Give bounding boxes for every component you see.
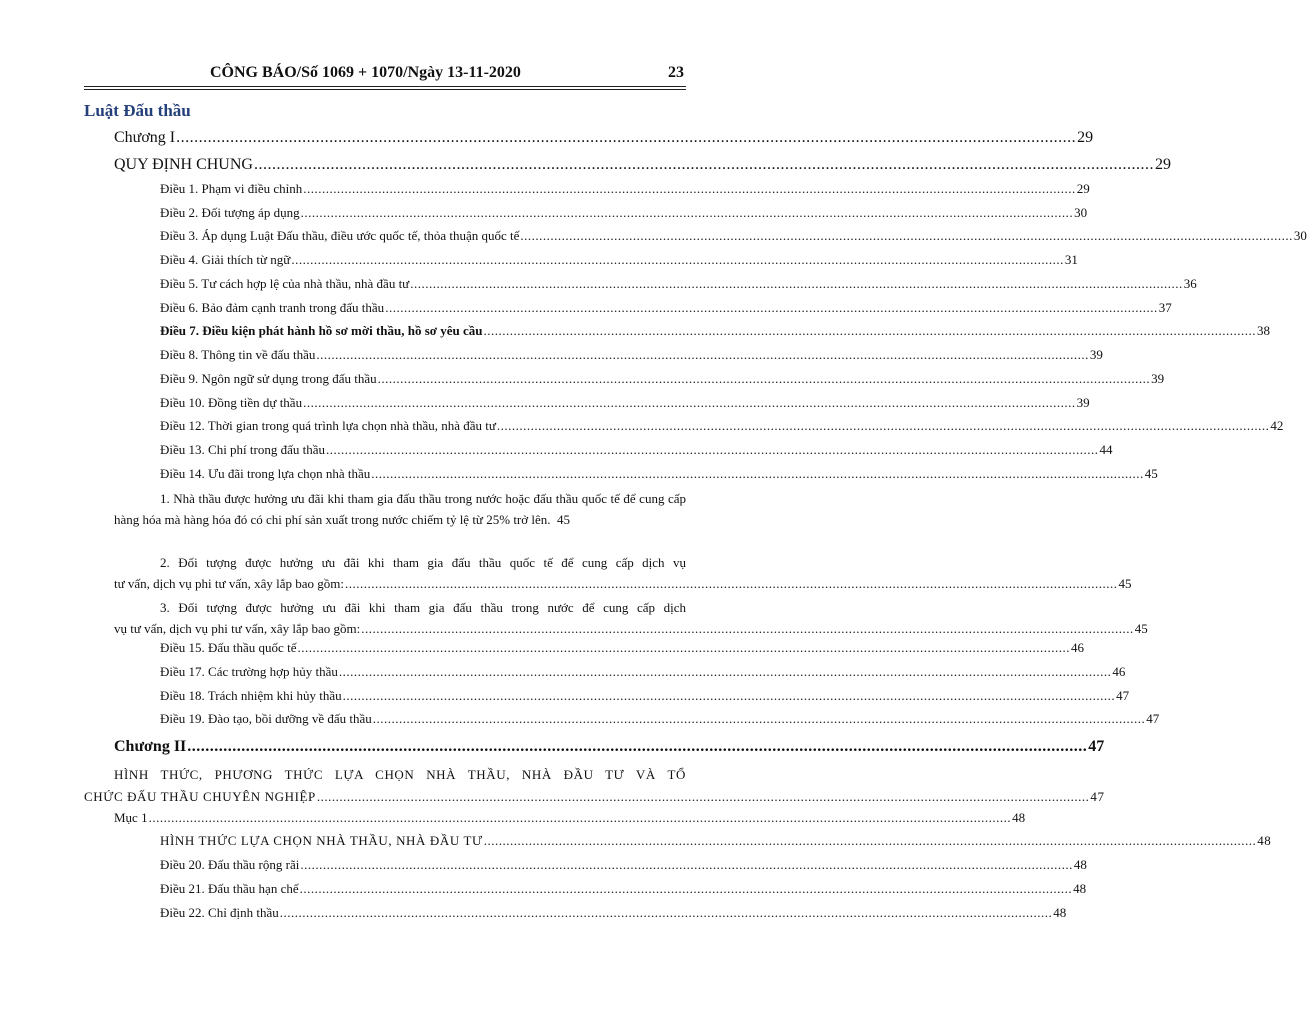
header-rule-thin: [84, 89, 686, 90]
toc-entry-chuong-2[interactable]: Chương II ........................................................................................................................................................................................................ 47: [114, 738, 1105, 755]
toc-entry-dieu-13[interactable]: Điều 13. Chi phí trong đấu thầu .............................................................................................................................................................................................................. 44: [160, 442, 1113, 457]
toc-entry-hinh-thuc[interactable]: HÌNH THỨC, PHƯƠNG THỨC LỰA CHỌN NHÀ THẦU, NHÀ ĐẦU TƯ VÀ TỔ CHỨC ĐẤU THẦU CHUYÊN NGHIỆP .............................................................................................................................................................................................................. 47: [84, 767, 1105, 804]
toc-entry-quy-dinh-chung[interactable]: QUY ĐỊNH CHUNG ........................................................................................................................................................................................................ 29: [114, 156, 1171, 173]
toc-entry-dieu-10[interactable]: Điều 10. Đồng tiền dự thầu .............................................................................................................................................................................................................. 39: [160, 395, 1090, 410]
toc-entry-dieu-17[interactable]: Điều 17. Các trường hợp hủy thầu .............................................................................................................................................................................................................. 46: [160, 664, 1126, 679]
toc-entry-dieu-20[interactable]: Điều 20. Đấu thầu rộng rãi .............................................................................................................................................................................................................. 48: [160, 857, 1087, 872]
page-header: [84, 60, 686, 84]
toc-entry-hinh-thuc-lua-chon[interactable]: HÌNH THỨC LỰA CHỌN NHÀ THẦU, NHÀ ĐẦU TƯ .............................................................................................................................................................................................................. 48: [160, 833, 1272, 848]
toc-entry-dieu-12[interactable]: Điều 12. Thời gian trong quá trình lựa chọn nhà thầu, nhà đầu tư .............................................................................................................................................................................................................. 42: [160, 418, 1284, 433]
toc-entry-dieu-1[interactable]: Điều 1. Phạm vi điều chỉnh .............................................................................................................................................................................................................. 29: [160, 181, 1090, 196]
header-rule: [84, 86, 686, 87]
toc-entry-chuong-1[interactable]: Chương I ........................................................................................................................................................................................................ 29: [114, 129, 1094, 146]
toc-entry-dieu-22[interactable]: Điều 22. Chỉ định thầu .............................................................................................................................................................................................................. 48: [160, 905, 1067, 920]
toc-item-3[interactable]: 3. Đối tượng được hưởng ưu đãi khi tham gia đấu thầu trong nước để cung cấp dịch vụ tư vấn, dịch vụ phi tư vấn, xây lắp bao gồm: .............................................................................................................................................................................................................. 45: [114, 600, 1148, 636]
toc-entry-dieu-21[interactable]: Điều 21. Đấu thầu hạn chế .............................................................................................................................................................................................................. 48: [160, 881, 1087, 896]
page-number: 23: [668, 64, 684, 81]
toc-entry-dieu-9[interactable]: Điều 9. Ngôn ngữ sử dụng trong đấu thầu .............................................................................................................................................................................................................. 39: [160, 371, 1165, 386]
toc-entry-dieu-7[interactable]: Điều 7. Điều kiện phát hành hồ sơ mời thầu, hồ sơ yêu cầu .............................................................................................................................................................................................................. 38: [160, 323, 1270, 338]
header-title: CÔNG BÁO/Số 1069 + 1070/Ngày 13-11-2020: [210, 64, 521, 81]
toc-entry-muc-1[interactable]: Mục 1 ...................................................................................................................................................................................................................................... 48: [114, 810, 1026, 825]
law-title: Luật Đấu thầu: [84, 101, 191, 120]
toc-entry-dieu-15[interactable]: Điều 15. Đấu thầu quốc tế .............................................................................................................................................................................................................. 46: [160, 640, 1084, 655]
toc-entry-dieu-2[interactable]: Điều 2. Đối tượng áp dụng .............................................................................................................................................................................................................. 30: [160, 205, 1088, 220]
toc-entry-dieu-18[interactable]: Điều 18. Trách nhiệm khi hủy thầu .............................................................................................................................................................................................................. 47: [160, 688, 1130, 703]
toc-item-2[interactable]: 2. Đối tượng được hưởng ưu đãi khi tham gia đấu thầu quốc tế để cung cấp dịch vụ tư vấn, dịch vụ phi tư vấn, xây lắp bao gồm: .............................................................................................................................................................................................................. 45: [114, 555, 1132, 591]
toc-entry-dieu-8[interactable]: Điều 8. Thông tin về đấu thầu .............................................................................................................................................................................................................. 39: [160, 347, 1103, 362]
toc-entry-dieu-14[interactable]: Điều 14. Ưu đãi trong lựa chọn nhà thầu .............................................................................................................................................................................................................. 45: [160, 466, 1158, 481]
toc-item-1[interactable]: 1. Nhà thầu được hưởng ưu đãi khi tham gia đấu thầu trong nước hoặc đấu thầu quốc tế để cung cấp hàng hóa mà hàng hóa đó có chi phí sản xuất trong nước chiếm tỷ lệ từ 25% trở lên. 45: [114, 491, 687, 527]
toc-entry-dieu-6[interactable]: Điều 6. Bảo đảm cạnh tranh trong đấu thầu .............................................................................................................................................................................................................. 37: [160, 300, 1172, 315]
toc-item-1-page: 45: [557, 512, 571, 527]
toc-entry-dieu-3[interactable]: Điều 3. Áp dụng Luật Đấu thầu, điều ước quốc tế, thỏa thuận quốc tế .............................................................................................................................................................................................................. 30: [160, 228, 1307, 243]
toc-entry-dieu-5[interactable]: Điều 5. Tư cách hợp lệ của nhà thầu, nhà đầu tư .............................................................................................................................................................................................................. 36: [160, 276, 1197, 291]
toc-entry-dieu-19[interactable]: Điều 19. Đào tạo, bồi dưỡng về đấu thầu .............................................................................................................................................................................................................. 47: [160, 711, 1160, 726]
toc-entry-dieu-4[interactable]: Điều 4. Giải thích từ ngữ .............................................................................................................................................................................................................. 31: [160, 252, 1078, 267]
